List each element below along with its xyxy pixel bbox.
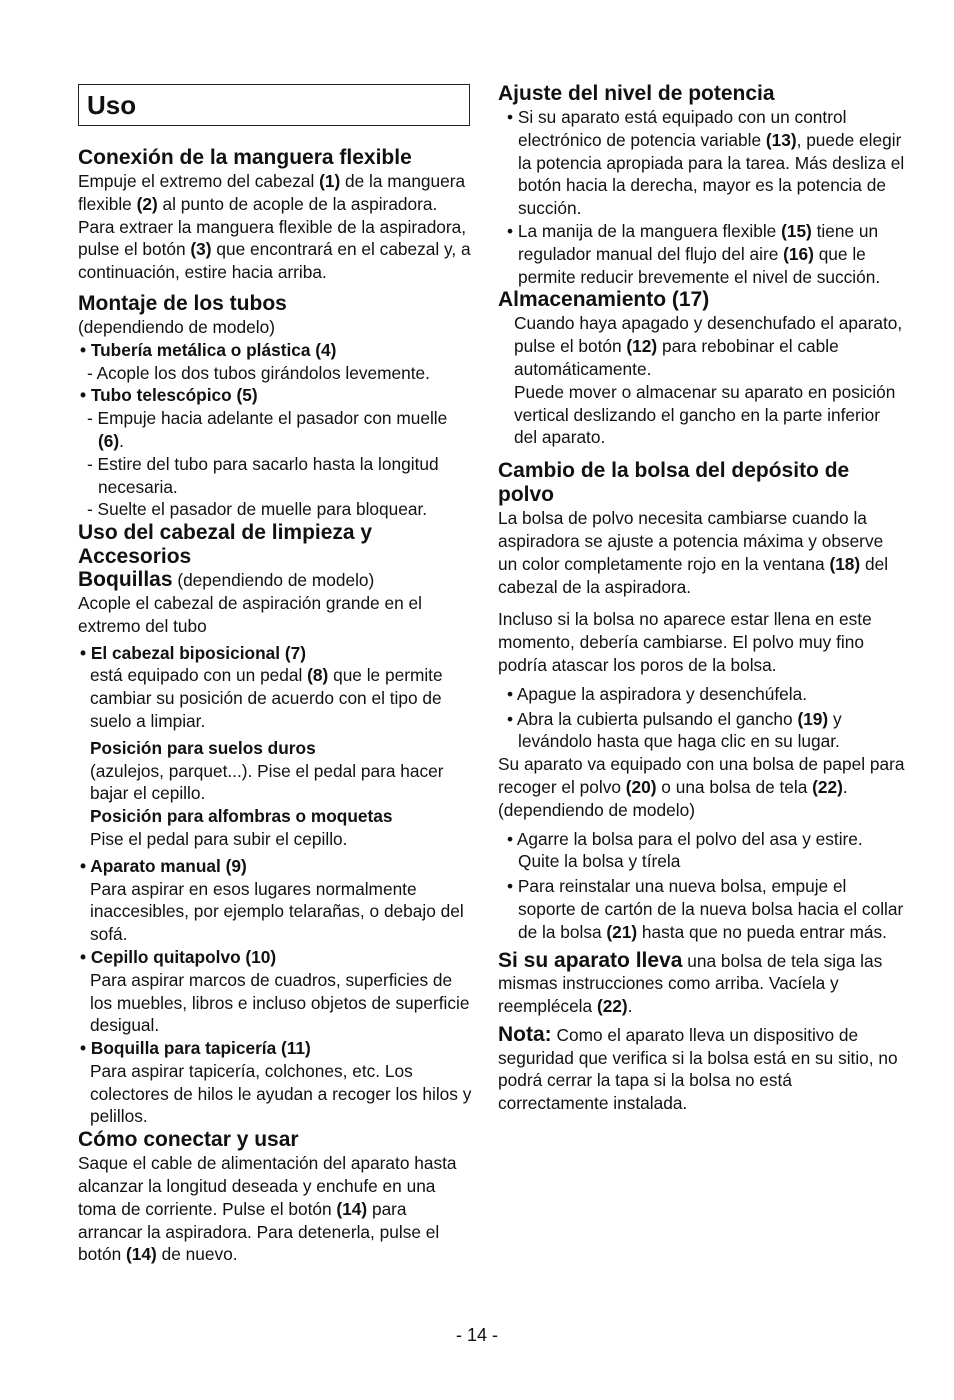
part-reference: (14) bbox=[336, 1198, 368, 1219]
part-reference: (22) bbox=[812, 776, 843, 797]
hose-connection-para-2 bbox=[78, 216, 474, 284]
handheld-desc: Para aspirar en esos lugares normalmente inaccesibles, por ejemplo telarañas, o debajo del sofá. bbox=[90, 878, 464, 945]
bullet-dust-brush: • Cepillo quitapolvo (10) bbox=[80, 946, 277, 967]
bag-change-bullet-1: • Apague la aspiradora y desenchúfela. bbox=[507, 683, 808, 704]
text-run: La bolsa de polvo necesita cambiarse cuando la aspiradora se ajuste a potencia máxima y observe un color completamente rojo en la ventana bbox=[498, 508, 884, 574]
text-run: • Abra la cubierta pulsando el gancho bbox=[507, 708, 798, 729]
nozzles-note: (dependiendo de modelo) bbox=[172, 570, 375, 591]
bag-change-bullet-3: • Agarre la bolsa para el polvo del asa y estire. Quite la bolsa y tírela bbox=[507, 828, 863, 872]
dust-brush-desc: Para aspirar marcos de cuadros, superficies de los muebles, libros e incluso objetos de superficie desigual. bbox=[90, 969, 470, 1036]
part-reference: (22) bbox=[596, 996, 628, 1017]
bag-change-para-1 bbox=[498, 507, 906, 598]
text-run: . bbox=[627, 996, 633, 1017]
hose-connection-para-1 bbox=[78, 170, 474, 216]
text-run: al punto de acople de la aspiradora. bbox=[157, 193, 438, 214]
text-run: - Empuje hacia adelante el pasador con muelle bbox=[87, 408, 448, 429]
part-reference: (12) bbox=[626, 336, 658, 357]
carpet-heading: Posición para alfombras o moquetas bbox=[90, 806, 393, 827]
part-reference: (3) bbox=[190, 239, 212, 260]
text-run: para arrancar la aspiradora. Para detenerla, pulse el botón bbox=[78, 1198, 440, 1265]
bag-change-para-3 bbox=[498, 753, 906, 821]
text-run: y levándolo hasta que haga clic en su lugar. bbox=[518, 708, 842, 752]
text-run: , puede elegir la potencia apropiada para la tarea. Más desliza el botón hacia la derecha, mayor es la potencia de succión. bbox=[518, 129, 905, 219]
carpet-desc: Pise el pedal para subir el cepillo. bbox=[90, 828, 348, 849]
telescopic-step-3: - Suelte el pasador de muelle para bloquear. bbox=[87, 499, 428, 520]
text-run: o una bolsa de tela bbox=[656, 776, 813, 797]
text-run: • Para reinstalar una nueva bolsa, empuje el soporte de cartón de la nueva bolsa hacia el collar de la bolsa bbox=[507, 876, 904, 942]
text-run: . bbox=[119, 430, 124, 451]
heading-connect-use: Cómo conectar y usar bbox=[78, 1128, 299, 1152]
part-reference: (14) bbox=[126, 1244, 157, 1265]
text-run: Saque el cable de alimentación del aparato hasta alcanzar la longitud deseada y enchufe en una toma de corriente. Pulse el botón bbox=[78, 1153, 457, 1219]
storage-para-1 bbox=[498, 312, 906, 380]
part-reference: (6) bbox=[98, 430, 120, 451]
part-reference: (21) bbox=[606, 921, 638, 942]
text-run: para rebobinar el cable automáticamente. bbox=[514, 336, 839, 379]
text-run: . (dependiendo de modelo) bbox=[498, 776, 848, 820]
note-lead: Nota: bbox=[498, 1022, 552, 1046]
part-reference: (2) bbox=[136, 193, 158, 214]
upholstery-nozzle-desc: Para aspirar tapicería, colchones, etc. Los colectores de hilos le ayudan a recoger los hilos y pelillos. bbox=[90, 1060, 472, 1127]
bullet-telescopic-tube: • Tubo telescópico (5) bbox=[80, 385, 258, 406]
bag-change-para-2: Incluso si la bolsa no aparece estar llena en este momento, debería cambiarse. El polvo muy fino podría atascar los poros de la bolsa. bbox=[498, 609, 872, 675]
metal-tube-desc: - Acople los dos tubos girándolos levemente. bbox=[87, 362, 430, 383]
part-reference: (16) bbox=[783, 243, 814, 264]
heading-storage: Almacenamiento (17) bbox=[498, 288, 710, 312]
heading-power-level: Ajuste del nivel de potencia bbox=[498, 82, 775, 105]
bag-change-bullet-4 bbox=[498, 875, 906, 943]
section-title-box bbox=[78, 84, 470, 126]
heading-bag-change: Cambio de la bolsa del depósito de polvo bbox=[498, 459, 850, 507]
heading-hose-connection: Conexión de la manguera flexible bbox=[78, 146, 412, 169]
text-run: que encontrará en el cabezal y, a continuación, estire hacia arriba. bbox=[78, 239, 471, 283]
part-reference: (1) bbox=[319, 171, 341, 191]
part-reference: (19) bbox=[797, 708, 829, 729]
part-reference: (20) bbox=[625, 776, 657, 797]
text-run: Empuje el extremo del cabezal bbox=[78, 171, 320, 191]
text-run: tiene un regulador manual del flujo del aire bbox=[518, 220, 879, 264]
storage-para-2: Puede mover o almacenar su aparato en posición vertical deslizando el gancho en la parte inferior del aparato. bbox=[514, 381, 896, 448]
part-reference: (15) bbox=[781, 220, 812, 241]
telescopic-step-2: - Estire del tubo para sacarlo hasta la longitud necesaria. bbox=[87, 453, 439, 497]
note-text: Como el aparato lleva un dispositivo de seguridad que verifica si la bolsa está en su sitio, no podrá cerrar la tapa si la bolsa no está correctamente instalada. bbox=[498, 1024, 898, 1114]
left-column bbox=[78, 84, 474, 1266]
text-run: de la manguera flexible bbox=[78, 171, 466, 214]
text-run: una bolsa de tela siga las mismas instrucciones como arriba. Vacíela y reemplécela bbox=[498, 950, 883, 1017]
power-level-bullet-1 bbox=[498, 106, 906, 220]
text-run: • La manija de la manguera flexible bbox=[507, 220, 782, 241]
text-run: de nuevo. bbox=[156, 1244, 238, 1265]
text-run: hasta que no pueda entrar más. bbox=[637, 921, 887, 942]
text-run: que le permite cambiar su posición de acuerdo con el tipo de suelo a limpiar. bbox=[90, 665, 443, 731]
hard-floor-heading: Posición para suelos duros bbox=[90, 737, 316, 758]
text-run: Su aparato va equipado con una bolsa de papel para recoger el polvo bbox=[498, 754, 905, 797]
text-run: que le permite reducir brevemente el nivel de succión. bbox=[518, 243, 881, 287]
text-run: está equipado con un pedal bbox=[90, 665, 308, 686]
text-run: Cuando haya apagado y desenchufado el aparato, pulse el botón bbox=[514, 313, 903, 357]
hard-floor-desc: (azulejos, parquet...). Pise el pedal para hacer bajar el cepillo. bbox=[90, 760, 444, 804]
bullet-biposition-head: • El cabezal biposicional (7) bbox=[80, 642, 306, 663]
telescopic-step-1 bbox=[78, 407, 474, 453]
tube-assembly-note: (dependiendo de modelo) bbox=[78, 316, 275, 337]
page-number: - 14 - bbox=[455, 1325, 498, 1345]
cloth-bag-para bbox=[498, 950, 906, 1018]
cloth-bag-lead: Si su aparato lleva bbox=[498, 948, 683, 972]
text-run: del cabezal de la aspiradora. bbox=[498, 553, 889, 597]
biposition-head-desc bbox=[78, 664, 474, 732]
nozzles-line bbox=[78, 569, 474, 592]
bullet-metal-tube: • Tubería metálica o plástica (4) bbox=[80, 339, 337, 360]
part-reference: (13) bbox=[765, 129, 797, 150]
text-run: • Si su aparato está equipado con un control electrónico de potencia variable bbox=[507, 107, 847, 150]
text-run: Para extraer la manguera flexible de la aspiradora, pulse el botón bbox=[78, 216, 467, 260]
bullet-upholstery-nozzle: • Boquilla para tapicería (11) bbox=[80, 1038, 311, 1059]
power-level-bullet-2 bbox=[498, 220, 906, 288]
bag-change-bullet-2 bbox=[498, 708, 906, 754]
connect-use-para bbox=[78, 1152, 474, 1266]
part-reference: (18) bbox=[829, 553, 861, 574]
part-reference: (8) bbox=[307, 665, 329, 686]
note-para bbox=[498, 1024, 906, 1115]
heading-tube-assembly: Montaje de los tubos bbox=[78, 291, 287, 315]
nozzles-para: Acople el cabezal de aspiración grande en el extremo del tubo bbox=[78, 592, 422, 636]
right-column bbox=[498, 82, 906, 1115]
bullet-handheld: • Aparato manual (9) bbox=[80, 855, 247, 876]
heading-cleaning-head: Uso del cabezal de limpieza y Accesorios bbox=[78, 521, 373, 569]
section-title: Uso bbox=[87, 89, 137, 120]
nozzles-subheading: Boquillas bbox=[78, 568, 173, 592]
